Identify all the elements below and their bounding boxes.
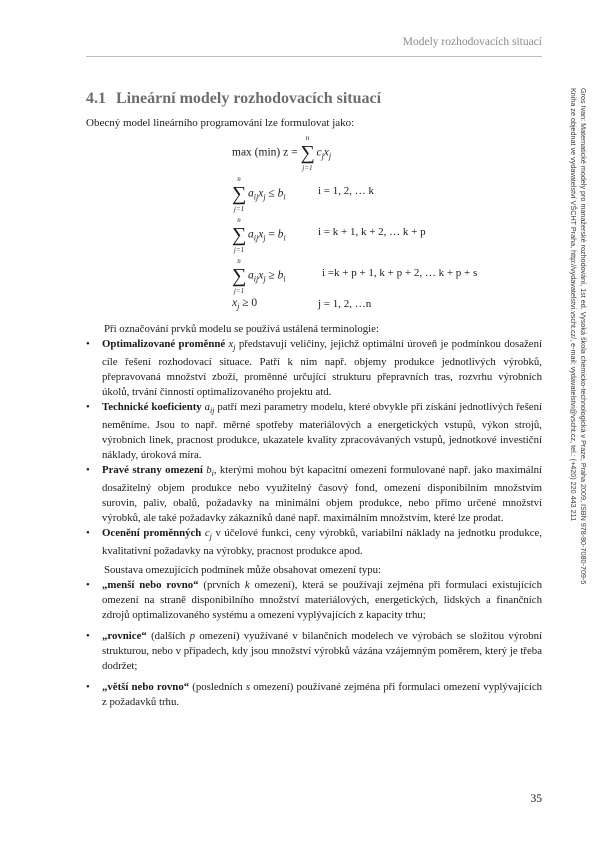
constraint-ge-condition: i =k + p + 1, k + p + 2, … k + p + s <box>322 267 478 279</box>
sum-symbol: n ∑ j=1 <box>232 257 247 295</box>
list-item: • Technické koeficienty $a_{ij}$ patří mezi parametry modelu, které obvykle při získání jednotlivých řešení neměníme. Jsou to např. měrné spotřeby materiálových a energetických vstupů, výkon strojů, výrobních linek, pracnost produkce, ukazatele kvality zpracovávaných vstupů, jednotkové investiční náklady, úroková míra. <box>86 401 542 461</box>
section-title-text: Lineární modely rozhodovacích situací <box>116 90 382 107</box>
nonnegativity-constraint: $x_j \ge 0$ <box>232 297 258 311</box>
constraint-le: n ∑ j=1 $a_{ij}x_j \le b_i$ <box>232 175 286 213</box>
terminology-intro: Při označování prvků modelu se používá ustálená terminologie: <box>104 323 379 335</box>
header-divider <box>86 56 542 57</box>
constraint-types-list <box>86 578 542 710</box>
list-item: • „menší nebo rovno“ (prvních k omezení), která se používají zejména při formulaci existujících omezení na straně disponibilního množství materiálových, energetických, lidských a finančních zdrojů optimalizovaného systému a omezení vyplývajících z kapacity trhu; <box>86 579 542 621</box>
list-item: • „rovnice“ (dalších p omezení) využívané v bilančních modelech ve výrobách se složitou výrobní strukturou, nebo v případech, kdy jsou množství výrobků vázána vzájemným poměrem, který je třeba dodržet; <box>86 630 543 672</box>
terminology-list <box>86 337 542 559</box>
sum-symbol: n ∑ j=1 <box>232 216 247 254</box>
objective-prefix: max (min) z = <box>232 146 298 159</box>
constraint-ge: n ∑ j=1 $a_{ij}x_j \ge b_i$ <box>232 257 286 295</box>
side-note-line: Gros Ivan: Matematické modely pro manažerské rozhodování, 1st ed. Vysoká škola chemicko-technologická v Praze, Praha 2009, ISBN 978-80-7080-709-5 <box>579 88 588 585</box>
sum-symbol: n ∑ j=1 <box>232 175 247 213</box>
running-header: Modely rozhodovacích situací <box>402 36 542 48</box>
constraint-eq: n ∑ j=1 $a_{ij}x_j = b_i$ <box>232 216 286 254</box>
list-item: • „větší nebo rovno“ (posledních s omezení) používané zejména při formulaci omezení vyplývajících z požadavků trhu. <box>86 681 543 708</box>
section-number: 4.1 <box>86 90 106 107</box>
objective-function: max (min) z = n ∑ j=1 $c_jx_j$ <box>232 134 332 172</box>
nonnegativity-condition: j = 1, 2, …n <box>318 298 372 310</box>
side-note-line: Kniha ze objednat ve vydavatelství VŠCHT Praha, http://vydavatelstvi.vscht.cz/, e-mail: vydavatelstvi@vscht.cz, tel.: (+420) 220 443 211 <box>569 88 579 522</box>
intro-text: Obecný model lineárního programování lze formulovat jako: <box>86 117 355 129</box>
constraint-eq-condition: i = k + 1, k + 2, … k + p <box>318 226 426 238</box>
publisher-side-note <box>569 88 588 584</box>
list-item: • Pravé strany omezení $b_i$, kterými mohou být kapacitní omezení formulované např. jako maximální dosažitelný objem produkce nebo využitelný časový fond, omezení disponibilním množstvím surovin, paliv, obalů, požadavky na minimální objem produkce, nebo přímo určené množství výrobků, ale také požadavky zákazníků dané např. maximálním množstvím, které lze prodat. <box>86 464 542 524</box>
list-item: • Ocenění proměnných $c_j$ v účelové funkci, ceny výrobků, variabilní náklady na jednotku produkce, kvalitativní požadavky na výrobky, pracnost produkce apod. <box>86 527 542 557</box>
sum-symbol: n ∑ j=1 <box>300 134 315 172</box>
constraints-intro: Soustava omezujících podmínek může obsahovat omezení typu: <box>104 564 382 576</box>
constraint-le-condition: i = 1, 2, … k <box>318 185 375 197</box>
page-number: 35 <box>530 793 542 805</box>
list-item: • Optimalizované proměnné $x_j$ představují veličiny, jejichž optimální úroveň je podmínkou dosažení cíle řešení rozhodovací situace. Patří k nim např. objemy produkce jednotlivých výrobků, přepravovaná množství zboží, proměnné určující strukturu přepravních tras, rozvrhu výrobních úkolů, trvání činností optimalizovaného projektu atd. <box>86 338 542 398</box>
section-title <box>86 90 381 108</box>
